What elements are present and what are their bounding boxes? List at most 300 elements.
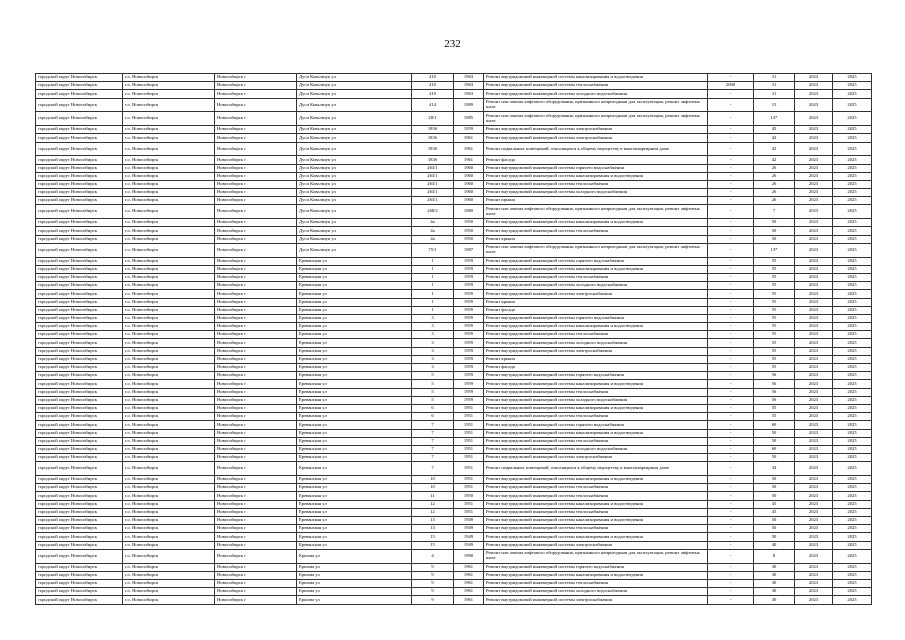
work-type-cell: Ремонт внутридомовой инженерной системы канализирования и водоотведения — [484, 172, 708, 180]
house-number-cell: 10 — [412, 484, 454, 492]
table-row — [36, 508, 872, 516]
count-cell: 50 — [754, 219, 795, 227]
house-number-cell: 12 — [412, 508, 454, 516]
count-cell: 26 — [754, 189, 795, 197]
start-year-cell: 2023 — [795, 588, 833, 596]
street-cell: Ереванская ул — [297, 306, 412, 314]
start-year-cell: 2023 — [795, 243, 833, 257]
district-cell: г.о. Новосибирск — [123, 355, 215, 363]
count-cell: 26 — [754, 164, 795, 172]
work-type-cell: Ремонт внутридомовой инженерной системы канализирования и водоотведения — [484, 404, 708, 412]
value-cell: - — [708, 563, 754, 571]
street-cell: Дуси Ковальчук ул — [297, 112, 412, 126]
build-year-cell: 1960 — [454, 189, 484, 197]
build-year-cell: 1959 — [454, 126, 484, 134]
table-row — [36, 588, 872, 596]
municipality-cell: городской округ Новосибирск — [36, 282, 123, 290]
municipality-cell: городской округ Новосибирск — [36, 476, 123, 484]
table-row — [36, 134, 872, 142]
count-cell: 55 — [754, 298, 795, 306]
start-year-cell: 2023 — [795, 517, 833, 525]
house-number-cell: 263/1 — [412, 164, 454, 172]
value-cell: - — [708, 492, 754, 500]
district-cell: г.о. Новосибирск — [123, 404, 215, 412]
locality-cell: Новосибирск г — [215, 82, 297, 90]
start-year-cell: 2023 — [795, 364, 833, 372]
district-cell: г.о. Новосибирск — [123, 180, 215, 188]
work-type-cell: Ремонт внутридомовой инженерной системы электроснабжения — [484, 290, 708, 298]
table-row — [36, 445, 872, 453]
municipality-cell: городской округ Новосибирск — [36, 462, 123, 476]
start-year-cell: 2023 — [795, 500, 833, 508]
build-year-cell: 1951 — [454, 508, 484, 516]
value-cell: - — [708, 525, 754, 533]
street-cell: Ереванская ул — [297, 323, 412, 331]
count-cell: 45 — [754, 126, 795, 134]
end-year-cell: 2025 — [833, 508, 872, 516]
table-row — [36, 380, 872, 388]
end-year-cell: 2025 — [833, 563, 872, 571]
start-year-cell: 2023 — [795, 347, 833, 355]
build-year-cell: 1963 — [454, 74, 484, 82]
street-cell: Ереванская ул — [297, 454, 412, 462]
value-cell: - — [708, 235, 754, 243]
end-year-cell: 2025 — [833, 372, 872, 380]
work-type-cell: Ремонт внутридомовой инженерной системы электроснабжения — [484, 347, 708, 355]
locality-cell: Новосибирск г — [215, 588, 297, 596]
locality-cell: Новосибирск г — [215, 533, 297, 541]
build-year-cell: 1961 — [454, 579, 484, 587]
district-cell: г.о. Новосибирск — [123, 380, 215, 388]
street-cell: Ереванская ул — [297, 541, 412, 549]
municipality-cell: городской округ Новосибирск — [36, 571, 123, 579]
municipality-cell: городской округ Новосибирск — [36, 90, 123, 98]
table-row — [36, 517, 872, 525]
municipality-cell: городской округ Новосибирск — [36, 227, 123, 235]
street-cell: Дуси Ковальчук ул — [297, 134, 412, 142]
district-cell: г.о. Новосибирск — [123, 533, 215, 541]
end-year-cell: 2025 — [833, 388, 872, 396]
locality-cell: Новосибирск г — [215, 189, 297, 197]
municipality-cell: городской округ Новосибирск — [36, 142, 123, 156]
build-year-cell: 1951 — [454, 454, 484, 462]
build-year-cell: 1959 — [454, 257, 484, 265]
street-cell: Дуси Ковальчук ул — [297, 142, 412, 156]
value-cell: - — [708, 372, 754, 380]
end-year-cell: 2025 — [833, 323, 872, 331]
build-year-cell: 1949 — [454, 533, 484, 541]
value-cell: - — [708, 298, 754, 306]
locality-cell: Новосибирск г — [215, 112, 297, 126]
work-type-cell: Ремонт внутридомовой инженерной системы канализирования и водоотведения — [484, 517, 708, 525]
municipality-cell: городской округ Новосибирск — [36, 156, 123, 164]
locality-cell: Новосибирск г — [215, 98, 297, 112]
work-type-cell: Ремонт или замена лифтового оборудования, признанного непригодным для эксплуатации, ремонт лифтовых шахт — [484, 205, 708, 219]
municipality-cell: городской округ Новосибирск — [36, 541, 123, 549]
street-cell: Ереванская ул — [297, 388, 412, 396]
district-cell: г.о. Новосибирск — [123, 525, 215, 533]
start-year-cell: 2023 — [795, 331, 833, 339]
end-year-cell: 2025 — [833, 205, 872, 219]
municipality-cell: городской округ Новосибирск — [36, 404, 123, 412]
start-year-cell: 2023 — [795, 82, 833, 90]
table-row — [36, 525, 872, 533]
end-year-cell: 2025 — [833, 82, 872, 90]
value-cell: 2008 — [708, 82, 754, 90]
end-year-cell: 2025 — [833, 579, 872, 587]
locality-cell: Новосибирск г — [215, 156, 297, 164]
count-cell: 55 — [754, 331, 795, 339]
street-cell: Ереванская ул — [297, 476, 412, 484]
municipality-cell: городской округ Новосибирск — [36, 549, 123, 563]
start-year-cell: 2023 — [795, 579, 833, 587]
district-cell: г.о. Новосибирск — [123, 462, 215, 476]
end-year-cell: 2025 — [833, 500, 872, 508]
district-cell: г.о. Новосибирск — [123, 437, 215, 445]
start-year-cell: 2023 — [795, 164, 833, 172]
house-number-cell: 9 — [412, 571, 454, 579]
house-number-cell: 13 — [412, 525, 454, 533]
municipality-cell: городской округ Новосибирск — [36, 364, 123, 372]
locality-cell: Новосибирск г — [215, 314, 297, 322]
district-cell: г.о. Новосибирск — [123, 257, 215, 265]
count-cell: 56 — [754, 372, 795, 380]
house-number-cell: 5 — [412, 372, 454, 380]
end-year-cell: 2025 — [833, 404, 872, 412]
end-year-cell: 2025 — [833, 541, 872, 549]
municipality-cell: городской округ Новосибирск — [36, 290, 123, 298]
end-year-cell: 2025 — [833, 290, 872, 298]
work-type-cell: Ремонт внутридомовой инженерной системы канализирования и водоотведения — [484, 533, 708, 541]
value-cell: - — [708, 219, 754, 227]
district-cell: г.о. Новосибирск — [123, 339, 215, 347]
house-number-cell: 11 — [412, 492, 454, 500]
work-type-cell: Ремонт фасада — [484, 306, 708, 314]
end-year-cell: 2025 — [833, 197, 872, 205]
work-type-cell: Ремонт внутридомовой инженерной системы горячего водоснабжения — [484, 164, 708, 172]
house-number-cell: 3 — [412, 339, 454, 347]
count-cell: 8 — [754, 549, 795, 563]
count-cell: 55 — [754, 282, 795, 290]
start-year-cell: 2023 — [795, 437, 833, 445]
house-number-cell: 3 — [412, 364, 454, 372]
build-year-cell: 1961 — [454, 588, 484, 596]
count-cell: 56 — [754, 380, 795, 388]
municipality-cell: городской округ Новосибирск — [36, 525, 123, 533]
municipality-cell: городской округ Новосибирск — [36, 588, 123, 596]
work-type-cell: Ремонт фасада — [484, 156, 708, 164]
build-year-cell: 1949 — [454, 541, 484, 549]
house-number-cell: 10 — [412, 476, 454, 484]
build-year-cell: 1987 — [454, 243, 484, 257]
district-cell: г.о. Новосибирск — [123, 282, 215, 290]
street-cell: Ереванская ул — [297, 429, 412, 437]
build-year-cell: 1961 — [454, 142, 484, 156]
house-number-cell: 1 — [412, 290, 454, 298]
start-year-cell: 2023 — [795, 323, 833, 331]
district-cell: г.о. Новосибирск — [123, 508, 215, 516]
end-year-cell: 2025 — [833, 525, 872, 533]
build-year-cell: 1959 — [454, 298, 484, 306]
work-type-cell: Ремонт фасада — [484, 364, 708, 372]
locality-cell: Новосибирск г — [215, 462, 297, 476]
street-cell: Ереванская ул — [297, 525, 412, 533]
value-cell: - — [708, 90, 754, 98]
value-cell: - — [708, 355, 754, 363]
value-cell: - — [708, 156, 754, 164]
table-row — [36, 172, 872, 180]
street-cell: Дуси Ковальчук ул — [297, 180, 412, 188]
end-year-cell: 2025 — [833, 429, 872, 437]
table-row — [36, 164, 872, 172]
house-number-cell: 1 — [412, 306, 454, 314]
house-number-cell: 263/1 — [412, 197, 454, 205]
table-row — [36, 306, 872, 314]
municipality-cell: городской округ Новосибирск — [36, 243, 123, 257]
build-year-cell: 1959 — [454, 388, 484, 396]
locality-cell: Новосибирск г — [215, 243, 297, 257]
end-year-cell: 2025 — [833, 134, 872, 142]
locality-cell: Новосибирск г — [215, 404, 297, 412]
start-year-cell: 2023 — [795, 219, 833, 227]
locality-cell: Новосибирск г — [215, 429, 297, 437]
count-cell: 50 — [754, 533, 795, 541]
table-row — [36, 500, 872, 508]
end-year-cell: 2025 — [833, 484, 872, 492]
street-cell: Ершова ул — [297, 588, 412, 596]
build-year-cell: 1951 — [454, 476, 484, 484]
work-type-cell: Ремонт внутридомовой инженерной системы канализирования и водоотведения — [484, 323, 708, 331]
build-year-cell: 1951 — [454, 500, 484, 508]
value-cell: - — [708, 484, 754, 492]
house-number-cell: 263/1 — [412, 189, 454, 197]
district-cell: г.о. Новосибирск — [123, 364, 215, 372]
municipality-cell: городской округ Новосибирск — [36, 112, 123, 126]
house-number-cell: 5 — [412, 396, 454, 404]
municipality-cell: городской округ Новосибирск — [36, 355, 123, 363]
value-cell: - — [708, 164, 754, 172]
table-row — [36, 404, 872, 412]
work-type-cell: Ремонт или замена лифтового оборудования, признанного непригодным для эксплуатации, ремонт лифтовых шахт — [484, 243, 708, 257]
table-row — [36, 492, 872, 500]
count-cell: 60 — [754, 445, 795, 453]
street-cell: Ереванская ул — [297, 517, 412, 525]
build-year-cell: 1959 — [454, 282, 484, 290]
street-cell: Ершова ул — [297, 579, 412, 587]
municipality-cell: городской округ Новосибирск — [36, 413, 123, 421]
street-cell: Дуси Ковальчук ул — [297, 219, 412, 227]
locality-cell: Новосибирск г — [215, 476, 297, 484]
locality-cell: Новосибирск г — [215, 134, 297, 142]
locality-cell: Новосибирск г — [215, 517, 297, 525]
municipality-cell: городской округ Новосибирск — [36, 74, 123, 82]
count-cell: 26 — [754, 172, 795, 180]
end-year-cell: 2025 — [833, 476, 872, 484]
build-year-cell: 1959 — [454, 364, 484, 372]
municipality-cell: городской округ Новосибирск — [36, 314, 123, 322]
locality-cell: Новосибирск г — [215, 525, 297, 533]
start-year-cell: 2023 — [795, 227, 833, 235]
municipality-cell: городской округ Новосибирск — [36, 331, 123, 339]
municipality-cell: городской округ Новосибирск — [36, 396, 123, 404]
street-cell: Ереванская ул — [297, 500, 412, 508]
street-cell: Ереванская ул — [297, 492, 412, 500]
locality-cell: Новосибирск г — [215, 90, 297, 98]
start-year-cell: 2023 — [795, 142, 833, 156]
table-row — [36, 290, 872, 298]
end-year-cell: 2025 — [833, 331, 872, 339]
count-cell: 56 — [754, 396, 795, 404]
work-type-cell: Ремонт подвальных помещений, относящихся к общему имуществу в многоквартирном доме — [484, 142, 708, 156]
municipality-cell: городской округ Новосибирск — [36, 98, 123, 112]
count-cell: 55 — [754, 413, 795, 421]
street-cell: Ереванская ул — [297, 290, 412, 298]
locality-cell: Новосибирск г — [215, 323, 297, 331]
district-cell: г.о. Новосибирск — [123, 517, 215, 525]
work-type-cell: Ремонт или замена лифтового оборудования, признанного непригодным для эксплуатации, ремонт лифтовых шахт — [484, 98, 708, 112]
end-year-cell: 2025 — [833, 265, 872, 273]
start-year-cell: 2023 — [795, 571, 833, 579]
street-cell: Ереванская ул — [297, 314, 412, 322]
end-year-cell: 2025 — [833, 396, 872, 404]
count-cell: 55 — [754, 290, 795, 298]
work-type-cell: Ремонт внутридомовой инженерной системы теплоснабжения — [484, 82, 708, 90]
house-number-cell: 3 — [412, 323, 454, 331]
table-row — [36, 484, 872, 492]
value-cell: - — [708, 533, 754, 541]
house-number-cell: 183б — [412, 156, 454, 164]
district-cell: г.о. Новосибирск — [123, 541, 215, 549]
build-year-cell: 1950 — [454, 235, 484, 243]
locality-cell: Новосибирск г — [215, 484, 297, 492]
value-cell: - — [708, 265, 754, 273]
street-cell: Ереванская ул — [297, 282, 412, 290]
district-cell: г.о. Новосибирск — [123, 197, 215, 205]
value-cell: - — [708, 596, 754, 604]
district-cell: г.о. Новосибирск — [123, 388, 215, 396]
house-number-cell: 9 — [412, 579, 454, 587]
value-cell: - — [708, 347, 754, 355]
table-row — [36, 579, 872, 587]
count-cell: 56 — [754, 388, 795, 396]
start-year-cell: 2023 — [795, 314, 833, 322]
end-year-cell: 2025 — [833, 347, 872, 355]
work-type-cell: Ремонт внутридомовой инженерной системы канализирования и водоотведения — [484, 571, 708, 579]
value-cell: - — [708, 142, 754, 156]
municipality-cell: городской округ Новосибирск — [36, 205, 123, 219]
street-cell: Ереванская ул — [297, 355, 412, 363]
street-cell: Дуси Ковальчук ул — [297, 235, 412, 243]
count-cell: 30 — [754, 563, 795, 571]
build-year-cell: 1961 — [454, 156, 484, 164]
value-cell: - — [708, 388, 754, 396]
count-cell: 42 — [754, 142, 795, 156]
municipality-cell: городской округ Новосибирск — [36, 454, 123, 462]
start-year-cell: 2023 — [795, 306, 833, 314]
work-type-cell: Ремонт внутридомовой инженерной системы электроснабжения — [484, 126, 708, 134]
start-year-cell: 2023 — [795, 339, 833, 347]
street-cell: Дуси Ковальчук ул — [297, 82, 412, 90]
work-type-cell: Ремонт внутридомовой инженерной системы теплоснабжения — [484, 437, 708, 445]
count-cell: 30 — [754, 596, 795, 604]
work-type-cell: Ремонт внутридомовой инженерной системы теплоснабжения — [484, 331, 708, 339]
street-cell: Дуси Ковальчук ул — [297, 227, 412, 235]
end-year-cell: 2025 — [833, 156, 872, 164]
work-type-cell: Ремонт внутридомовой инженерной системы холодного водоснабжения — [484, 90, 708, 98]
house-number-cell: 1 — [412, 273, 454, 281]
build-year-cell: 1959 — [454, 323, 484, 331]
street-cell: Ершова ул — [297, 596, 412, 604]
count-cell: 50 — [754, 476, 795, 484]
work-type-cell: Ремонт внутридомовой инженерной системы холодного водоснабжения — [484, 339, 708, 347]
locality-cell: Новосибирск г — [215, 197, 297, 205]
municipality-cell: городской округ Новосибирск — [36, 347, 123, 355]
build-year-cell: 1961 — [454, 134, 484, 142]
locality-cell: Новосибирск г — [215, 265, 297, 273]
table-row — [36, 205, 872, 219]
district-cell: г.о. Новосибирск — [123, 98, 215, 112]
district-cell: г.о. Новосибирск — [123, 476, 215, 484]
start-year-cell: 2023 — [795, 298, 833, 306]
house-number-cell: 12 — [412, 500, 454, 508]
table-row — [36, 273, 872, 281]
municipality-cell: городской округ Новосибирск — [36, 445, 123, 453]
district-cell: г.о. Новосибирск — [123, 112, 215, 126]
street-cell: Дуси Ковальчук ул — [297, 189, 412, 197]
value-cell: - — [708, 454, 754, 462]
start-year-cell: 2023 — [795, 549, 833, 563]
table-row — [36, 314, 872, 322]
start-year-cell: 2023 — [795, 197, 833, 205]
municipality-cell: городской округ Новосибирск — [36, 235, 123, 243]
start-year-cell: 2023 — [795, 388, 833, 396]
end-year-cell: 2025 — [833, 164, 872, 172]
value-cell: - — [708, 112, 754, 126]
table-row — [36, 82, 872, 90]
build-year-cell: 1980 — [454, 205, 484, 219]
count-cell: 26 — [754, 197, 795, 205]
end-year-cell: 2025 — [833, 588, 872, 596]
district-cell: г.о. Новосибирск — [123, 298, 215, 306]
locality-cell: Новосибирск г — [215, 421, 297, 429]
district-cell: г.о. Новосибирск — [123, 331, 215, 339]
start-year-cell: 2023 — [795, 134, 833, 142]
locality-cell: Новосибирск г — [215, 492, 297, 500]
work-type-cell: Ремонт внутридомовой инженерной системы канализирования и водоотведения — [484, 500, 708, 508]
build-year-cell: 1951 — [454, 421, 484, 429]
start-year-cell: 2023 — [795, 533, 833, 541]
count-cell: 45 — [754, 508, 795, 516]
count-cell: 55 — [754, 339, 795, 347]
municipality-cell: городской округ Новосибирск — [36, 82, 123, 90]
municipality-cell: городской округ Новосибирск — [36, 189, 123, 197]
table-row — [36, 189, 872, 197]
municipality-cell: городской округ Новосибирск — [36, 437, 123, 445]
locality-cell: Новосибирск г — [215, 164, 297, 172]
street-cell: Дуси Ковальчук ул — [297, 74, 412, 82]
locality-cell: Новосибирск г — [215, 364, 297, 372]
build-year-cell: 1961 — [454, 596, 484, 604]
table-row — [36, 90, 872, 98]
work-type-cell: Ремонт внутридомовой инженерной системы холодного водоснабжения — [484, 588, 708, 596]
locality-cell: Новосибирск г — [215, 290, 297, 298]
work-type-cell: Ремонт внутридомовой инженерной системы холодного водоснабжения — [484, 282, 708, 290]
value-cell: - — [708, 339, 754, 347]
district-cell: г.о. Новосибирск — [123, 429, 215, 437]
table-row — [36, 74, 872, 82]
start-year-cell: 2023 — [795, 476, 833, 484]
work-type-cell: Ремонт крыши — [484, 197, 708, 205]
